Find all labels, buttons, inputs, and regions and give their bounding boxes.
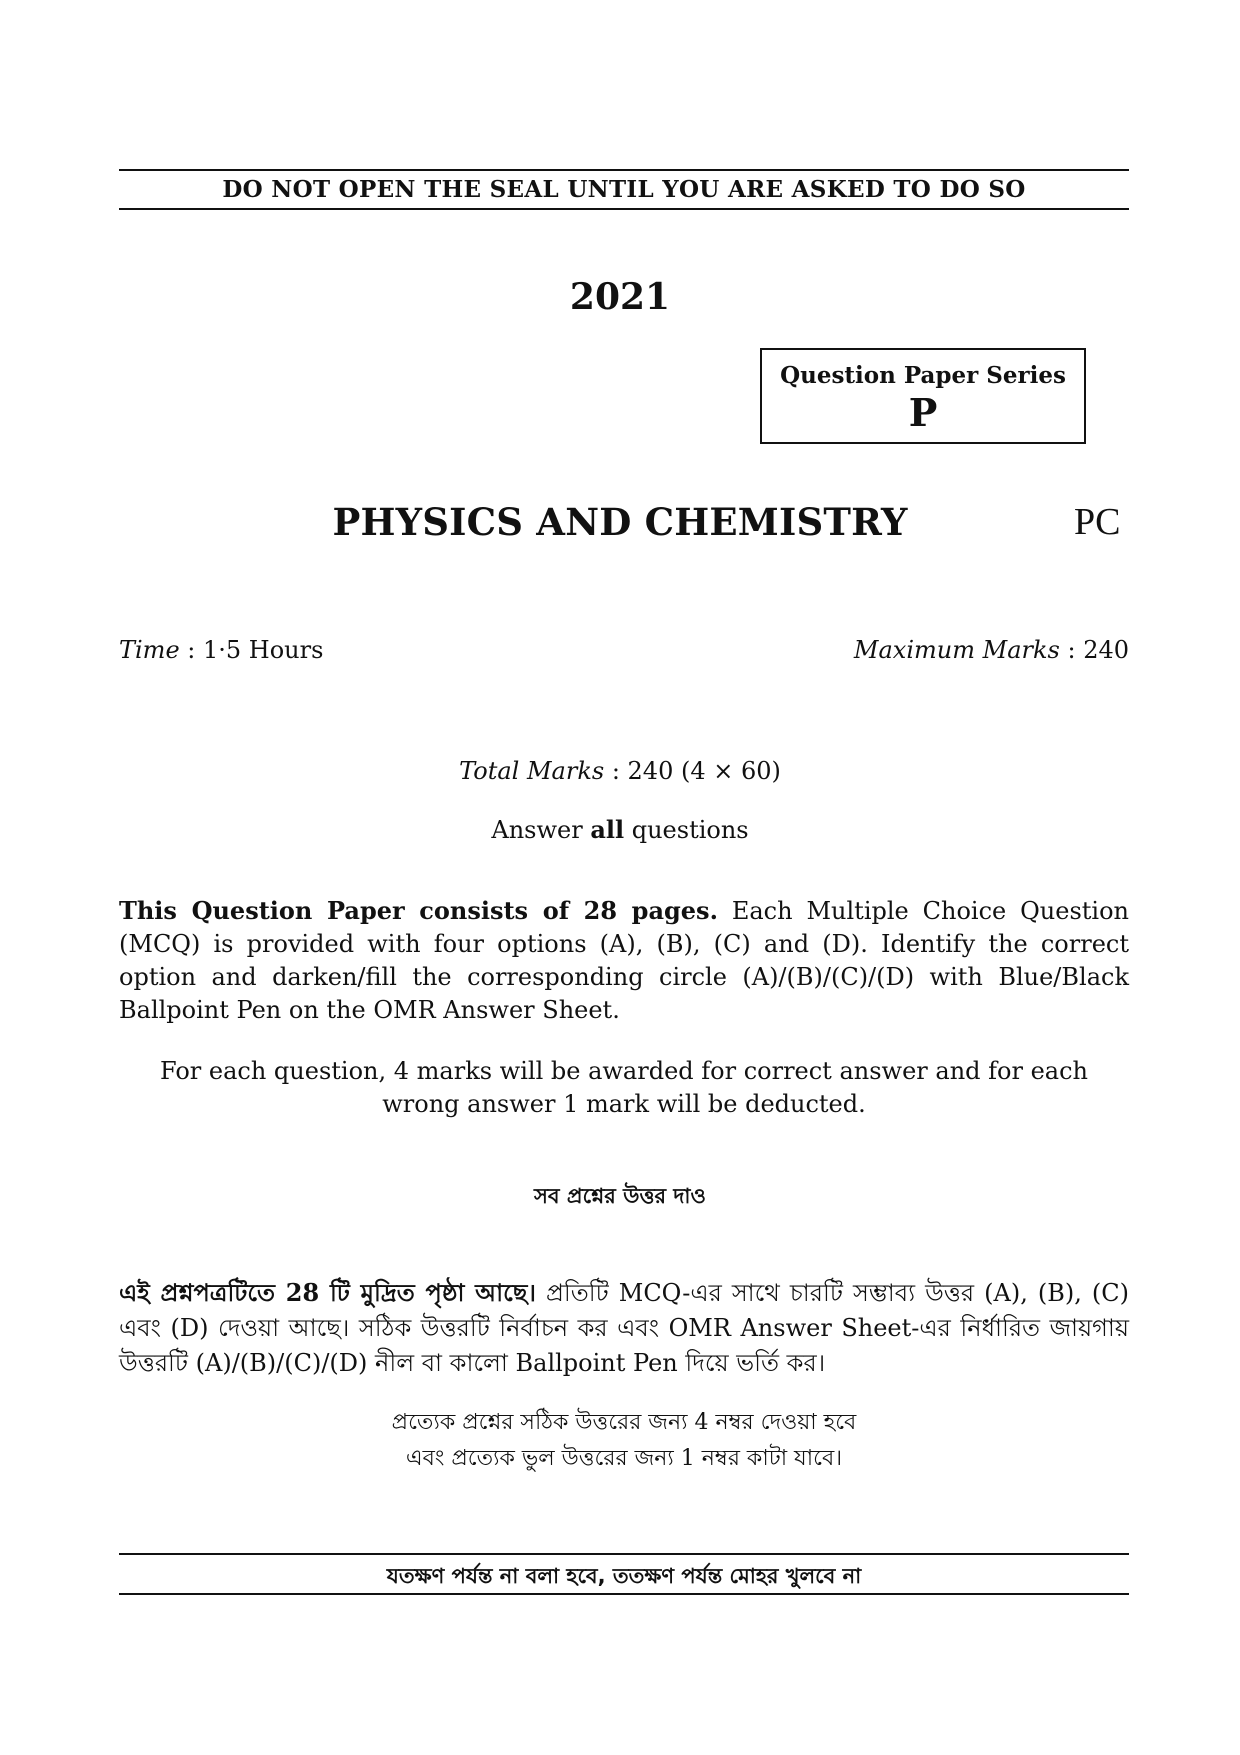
bottom-rule-upper (119, 1553, 1129, 1555)
instructions-lead: This Question Paper consists of 28 pages. (119, 896, 718, 925)
answer-suffix: questions (624, 816, 749, 844)
answer-all-instruction (0, 815, 1240, 844)
bn-marking-line-1: প্রত্যেক প্রশ্নের সঠিক উত্তরের জন্য 4 নম্বর দেওয়া হবে (391, 1410, 857, 1435)
subject-title: PHYSICS AND CHEMISTRY (332, 500, 908, 544)
series-letter: P (908, 390, 938, 435)
total-marks-value: : 240 (4 × 60) (604, 757, 781, 785)
instructions-english (119, 894, 1129, 1027)
marking-line-1: For each question, 4 marks will be awarded for correct answer and for each (160, 1057, 1088, 1085)
time-allowed (119, 636, 323, 664)
subject-code: PC (1074, 501, 1121, 543)
maximum-marks (854, 636, 1129, 664)
series-title: Question Paper Series (780, 362, 1066, 389)
top-rule-upper (119, 169, 1129, 171)
instructions-bn-lead: এই প্রশ্নপত্রটিতে 28 টি মুদ্রিত পৃষ্ঠা আছে। (119, 1278, 536, 1307)
instructions-body: Each Multiple Choice Question (MCQ) is provided with four options (A), (B), (C) and (D). Identify the correct option and darken/fill the corresponding circle (A)/(B)/(C)/(D) with Blue/Black Ballpoint Pen on the OMR Answer Sheet. (119, 897, 1129, 1024)
instructions-bn-body: প্রতিটি MCQ-এর সাথে চারটি সম্ভাব্য উত্তর (A), (B), (C) এবং (D) দেওয়া আছে। সঠিক উত্তরটি নির্বাচন কর এবং OMR Answer Sheet-এর নির্ধারিত জায়গায় উত্তরটি (A)/(B)/(C)/(D) নীল বা কালো Ballpoint Pen দিয়ে ভর্তি কর। (119, 1279, 1129, 1377)
marking-scheme-bengali (119, 1405, 1129, 1477)
answer-all-bengali: সব প্রশ্নের উত্তর দাও (534, 1184, 706, 1208)
total-marks-label: Total Marks (459, 757, 605, 785)
time-value: : 1·5 Hours (179, 636, 324, 664)
marking-scheme-english (119, 1055, 1129, 1121)
max-marks-label: Maximum Marks (853, 636, 1060, 664)
seal-notice-bengali: যতক্ষণ পর্যন্ত না বলা হবে, ততক্ষণ পর্যন্ত মোহর খুলবে না (386, 1564, 862, 1588)
top-rule-lower (119, 208, 1129, 210)
marking-line-2: wrong answer 1 mark will be deducted. (382, 1090, 866, 1118)
question-paper-series-box (760, 348, 1086, 444)
max-marks-value: : 240 (1059, 636, 1129, 664)
bn-marking-line-2: এবং প্রত্যেক ভুল উত্তরের জন্য 1 নম্বর কাটা যাবে। (405, 1446, 843, 1471)
instructions-bengali (119, 1275, 1129, 1381)
answer-prefix: Answer (491, 816, 591, 844)
total-marks (0, 757, 1240, 785)
time-label: Time (119, 636, 180, 664)
bottom-rule-lower (119, 1593, 1129, 1595)
exam-year: 2021 (569, 276, 671, 318)
answer-bold: all (590, 815, 625, 844)
seal-notice: DO NOT OPEN THE SEAL UNTIL YOU ARE ASKED TO DO SO (222, 176, 1026, 203)
